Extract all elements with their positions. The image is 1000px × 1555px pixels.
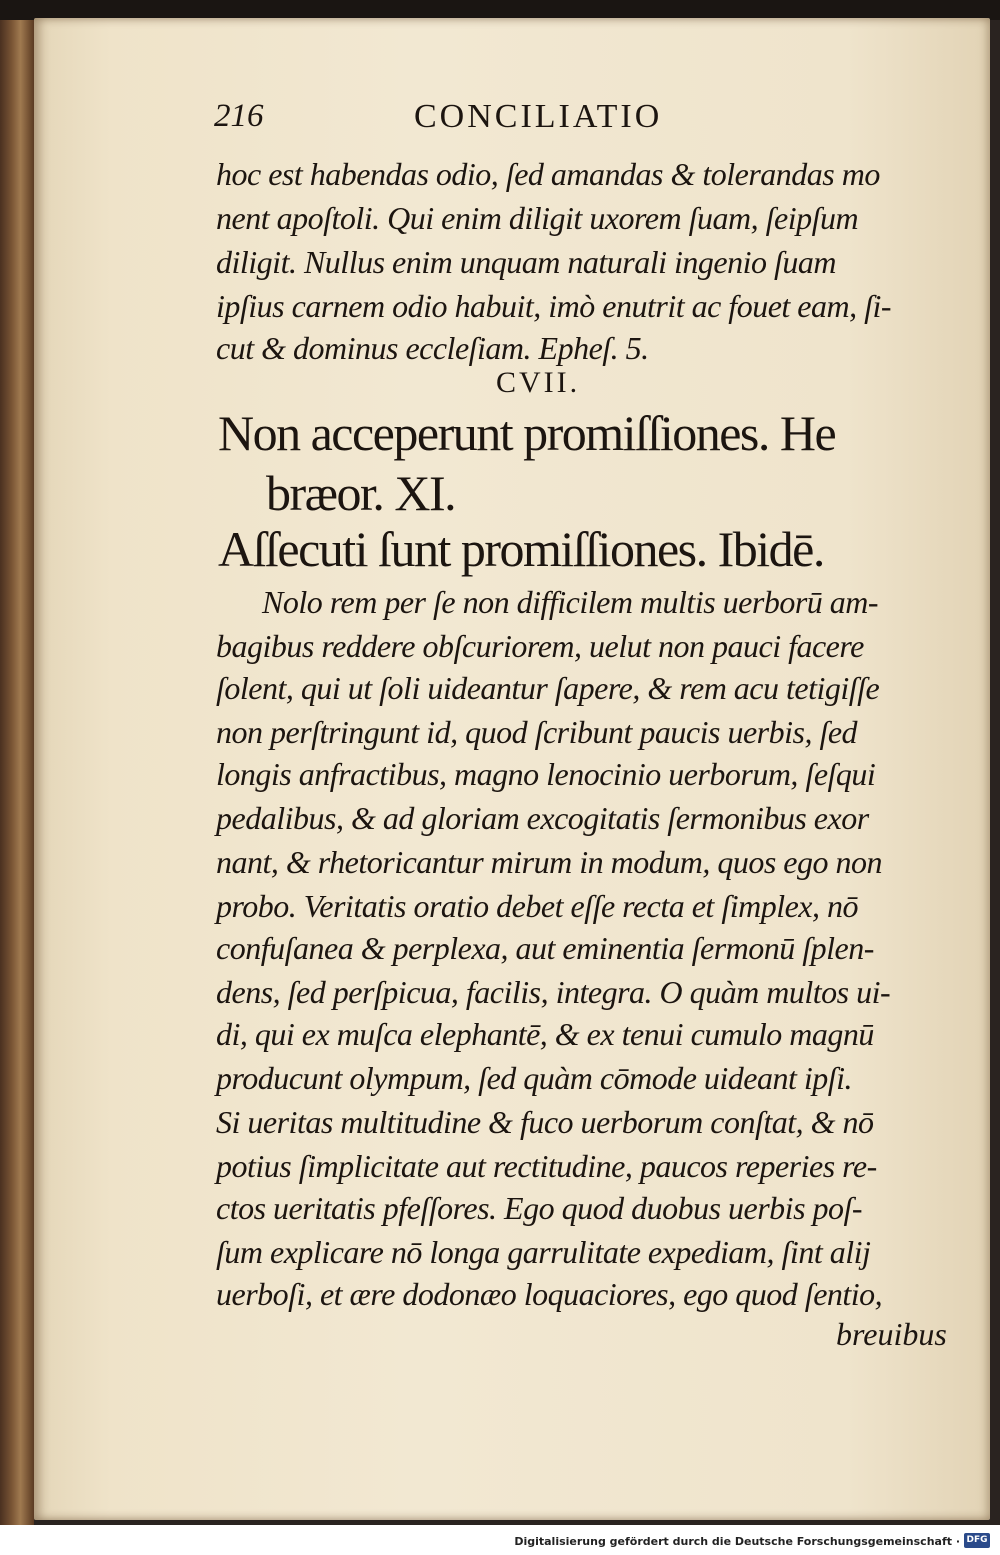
body-line: bagibus reddere obſcuriorem, uelut non pauci facere	[216, 628, 864, 664]
body-line: ſolent, qui ut ſoli uideantur ſapere, & rem acu tetigiſſe	[216, 670, 880, 706]
heading-line: Aſſecuti ſunt promiſſiones. Ibidē.	[218, 521, 824, 577]
intro-line: diligit. Nullus enim unquam naturali ingenio ſuam	[216, 244, 836, 280]
running-head	[214, 98, 914, 138]
body-line: pedalibus, & ad gloriam excogitatis ſermonibus exor	[216, 800, 869, 836]
scan-top-border	[0, 0, 1000, 20]
book-fore-edge	[0, 20, 34, 1525]
body-line: potius ſimplicitate aut rectitudine, paucos reperies re-	[216, 1148, 877, 1184]
body-line: ſum explicare nō longa garrulitate expediam, ſint alij	[216, 1234, 871, 1270]
intro-line: ipſius carnem odio habuit, imò enutrit ac fouet eam, ſi-	[216, 288, 892, 324]
dfg-logo: DFG	[964, 1533, 990, 1548]
body-line: producunt olympum, ſed quàm cōmode uideant ipſi.	[216, 1060, 853, 1096]
body-line: longis anfractibus, magno lenocinio uerborum, ſeſqui	[216, 756, 876, 792]
running-title: CONCILIATIO	[414, 98, 663, 135]
funding-note: Digitalisierung gefördert durch die Deutsche Forschungsgemeinschaft ·	[514, 1535, 960, 1548]
heading-line: Non acceperunt promiſſiones. He	[218, 405, 836, 461]
section-number: CVII.	[496, 366, 581, 399]
intro-line: cut & dominus eccleſiam. Epheſ. 5.	[216, 330, 649, 366]
body-line: non perſtringunt id, quod ſcribunt paucis uerbis, ſed	[216, 714, 858, 750]
body-line: nant, & rhetoricantur mirum in modum, quos ego non	[216, 844, 882, 880]
body-line: dens, ſed perſpicua, facilis, integra. O quàm multos ui-	[216, 974, 891, 1010]
page-number: 216	[214, 98, 264, 134]
body-line: di, qui ex muſca elephantē, & ex tenui cumulo magnū	[216, 1016, 874, 1052]
heading-line: bræor. XI.	[266, 465, 456, 521]
body-line: uerboſi, et ære dodonæo loquaciores, ego quod ſentio,	[216, 1276, 883, 1312]
body-line: Nolo rem per ſe non difficilem multis uerborū am-	[262, 584, 879, 620]
body-line: confuſanea & perplexa, aut eminentia ſermonū ſplen-	[216, 930, 874, 966]
catchword: breuibus	[836, 1316, 947, 1352]
intro-line: nent apoſtoli. Qui enim diligit uxorem ſuam, ſeipſum	[216, 200, 859, 236]
intro-line: hoc est habendas odio, ſed amandas & tolerandas mo	[216, 156, 880, 192]
body-line: Si ueritas multitudine & fuco uerborum conſtat, & nō	[216, 1104, 874, 1140]
body-line: probo. Veritatis oratio debet eſſe recta et ſimplex, nō	[216, 888, 858, 924]
body-line: ctos ueritatis pfeſſores. Ego quod duobus uerbis poſ-	[216, 1190, 863, 1226]
